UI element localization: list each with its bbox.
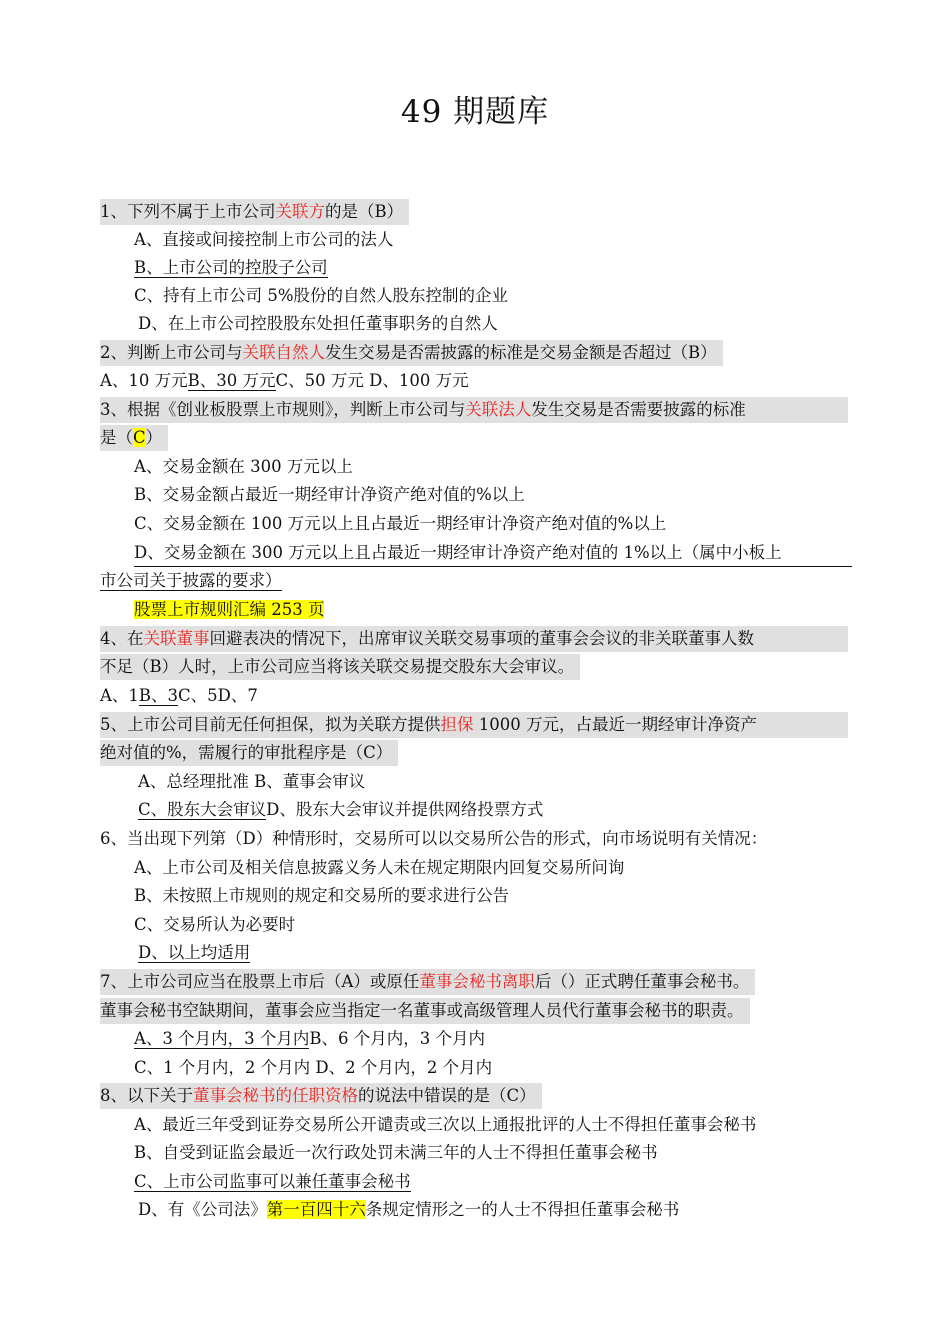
q2-stem-post: 发生交易是否需披露的标准是交易金额是否超过（B） [325, 343, 717, 362]
q5-options-cd [138, 797, 543, 823]
q3-stem-post: 发生交易是否需要披露的标准 [531, 400, 746, 419]
q4-option-cd: C、5D、7 [178, 686, 258, 705]
q3-option-b: B、交易金额占最近一期经审计净资产绝对值的%以上 [134, 485, 525, 504]
q5-option-ab: A、总经理批准 B、董事会审议 [138, 772, 366, 791]
q3-keyword: 关联法人 [465, 400, 532, 419]
q3-line2-pre: 是（ [100, 428, 133, 447]
q8-option-d [138, 1197, 679, 1223]
q3-answer: C [133, 428, 146, 447]
q2-option-b: B、30 万元 [187, 371, 276, 390]
q5-option-c: C、股东大会审议 [138, 800, 267, 819]
q8-option-c: C、上市公司监事可以兼任董事会秘书 [134, 1172, 411, 1191]
q4-stem-post: 回避表决的情况下，出席审议关联交易事项的董事会会议的非关联董事人数 [209, 629, 754, 648]
q8-stem-post: 的说法中错误的是（C） [358, 1086, 536, 1105]
question-5-line-2: 绝对值的%，需履行的审批程序是（C） [100, 740, 398, 766]
q2-option-cd: C、50 万元 D、100 万元 [275, 371, 469, 390]
q4-option-a: A、1 [100, 686, 139, 705]
q8-keyword: 董事会秘书的任职资格 [193, 1086, 358, 1105]
q3-option-d-line2: 市公司关于披露的要求） [100, 571, 282, 590]
q2-keyword: 关联自然人 [242, 343, 325, 362]
q7-options-ab [134, 1026, 485, 1052]
q3-reference-note: 股票上市规则汇编 253 页 [134, 600, 325, 619]
q1-option-c: C、持有上市公司 5%股份的自然人股东控制的企业 [134, 286, 509, 305]
q3-stem-pre: 3、根据《创业板股票上市规则》，判断上市公司与 [100, 400, 466, 419]
q7-option-a: A、3 个月内，3 个月内 [134, 1029, 310, 1048]
q6-option-b: B、未按照上市规则的规定和交易所的要求进行公告 [134, 886, 510, 905]
q3-option-a: A、交易金额在 300 万元以上 [134, 457, 353, 476]
q1-option-a: A、直接或间接控制上市公司的法人 [134, 230, 394, 249]
question-7 [100, 969, 755, 995]
q2-option-a: A、10 万元 [100, 371, 188, 390]
q4-option-b: B、3 [138, 686, 179, 705]
q1-option-d: D、在上市公司控股股东处担任董事职务的自然人 [138, 314, 498, 333]
q7-stem-post: 后（）正式聘任董事会秘书。 [534, 972, 750, 991]
question-6: 6、当出现下列第（D）种情形时，交易所可以以交易所公告的形式，向市场说明有关情况： [100, 829, 768, 848]
question-1 [100, 199, 409, 225]
q5-stem-pre: 5、上市公司目前无任何担保，拟为关联方提供 [100, 715, 441, 734]
page-title: 49 期题库 [400, 94, 550, 130]
q3-option-c: C、交易金额在 100 万元以上且占最近一期经审计净资产绝对值的%以上 [134, 514, 667, 533]
question-4-line-2: 不足（B）人时，上市公司应当将该关联交易提交股东大会审议。 [100, 654, 580, 680]
q8-option-a: A、最近三年受到证券交易所公开谴责或三次以上通报批评的人士不得担任董事会秘书 [134, 1115, 757, 1134]
q7-stem-pre: 7、上市公司应当在股票上市后（A）或原任 [100, 972, 420, 991]
q6-option-a: A、上市公司及相关信息披露义务人未在规定期限内回复交易所问询 [134, 858, 625, 877]
q8-option-b: B、自受到证监会最近一次行政处罚未满三年的人士不得担任董事会秘书 [134, 1143, 658, 1162]
q3-option-d-line1: D、交易金额在 300 万元以上且占最近一期经审计净资产绝对值的 1%以上（属中小板上 [134, 540, 852, 567]
q4-keyword: 关联董事 [143, 629, 210, 648]
q3-line2-post: ） [145, 428, 163, 447]
q4-options [100, 683, 258, 709]
q5-option-d: D、股东大会审议并提供网络投票方式 [266, 800, 544, 819]
q5-stem-post: 1000 万元，占最近一期经审计净资产 [473, 715, 757, 734]
q1-keyword: 关联方 [275, 202, 325, 221]
q2-stem-pre: 2、判断上市公司与 [100, 343, 243, 362]
q8-option-d-pre: D、有《公司法》 [138, 1200, 267, 1219]
q4-stem-pre: 4、在 [100, 629, 144, 648]
q6-option-d: D、以上均适用 [138, 943, 251, 962]
question-8 [100, 1083, 542, 1109]
q7-keyword: 董事会秘书离职 [419, 972, 535, 991]
question-4 [100, 626, 848, 652]
q6-option-c: C、交易所认为必要时 [134, 915, 296, 934]
question-7-line-2: 董事会秘书空缺期间，董事会应当指定一名董事或高级管理人员代行董事会秘书的职责。 [100, 998, 750, 1024]
question-2 [100, 340, 723, 366]
q5-keyword: 担保 [440, 715, 474, 734]
q8-stem-pre: 8、以下关于 [100, 1086, 193, 1105]
question-3 [100, 397, 848, 423]
q1-stem-pre: 1、下列不属于上市公司 [100, 202, 276, 221]
q8-option-d-highlight: 第一百四十六 [266, 1200, 366, 1219]
q8-option-d-post: 条规定情形之一的人士不得担任董事会秘书 [365, 1200, 680, 1219]
q7-option-b: B、6 个月内，3 个月内 [309, 1029, 486, 1048]
q2-options [100, 368, 469, 394]
question-3-line-2 [100, 425, 168, 451]
question-5 [100, 712, 848, 738]
q1-option-b: B、上市公司的控股子公司 [134, 258, 328, 277]
q1-stem-post: 的是（B） [325, 202, 404, 221]
q7-options-cd: C、1 个月内，2 个月内 D、2 个月内，2 个月内 [134, 1058, 493, 1077]
